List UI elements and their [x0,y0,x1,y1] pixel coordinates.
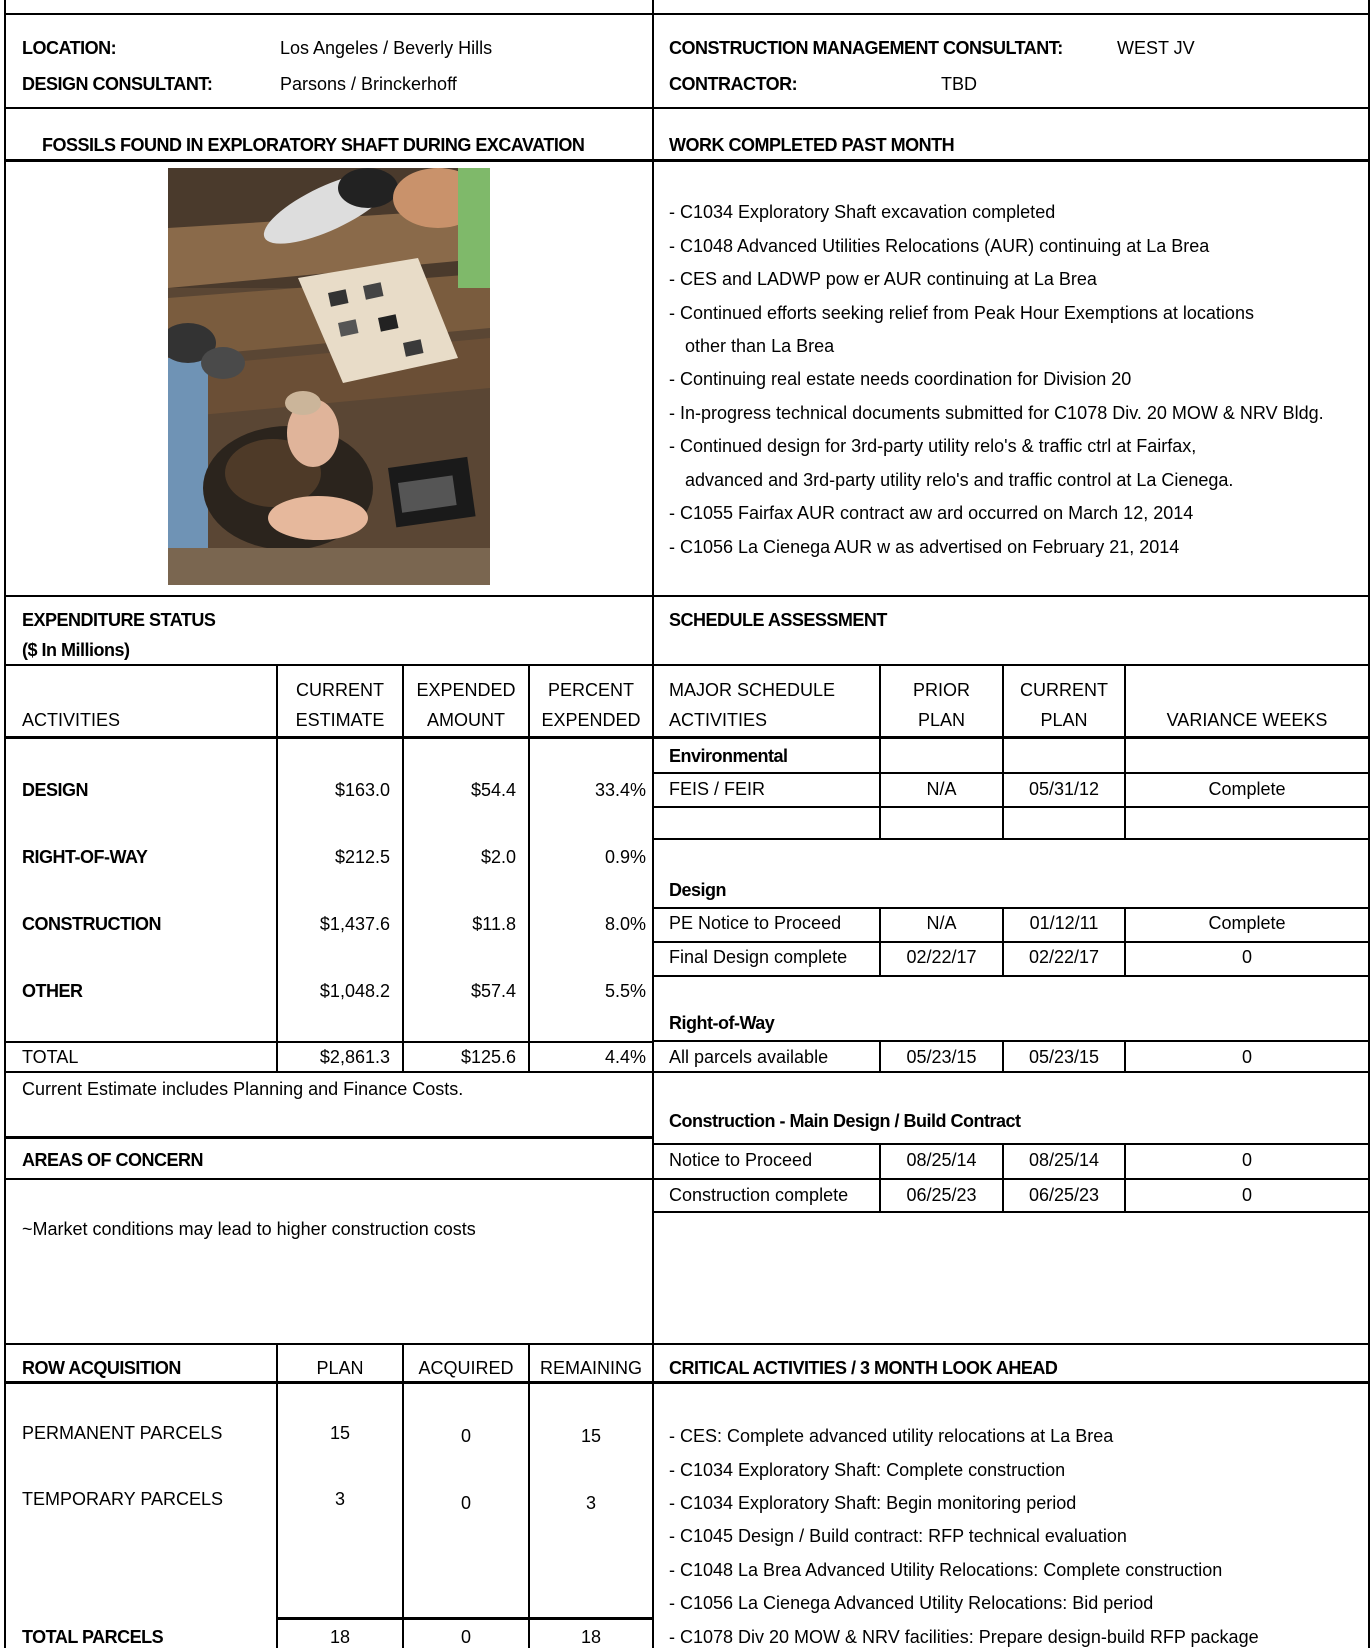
row-section-top-rule [4,1343,1370,1345]
work-title-rule [652,159,1370,162]
sch-header-current-2: PLAN [1040,710,1088,730]
sch-header-prior-2: PLAN [917,710,966,730]
sch-group-right-of-way: Right-of-Way [669,1013,775,1033]
row-parcel-plan: 15 [329,1423,351,1443]
sch-row-rule-2 [652,1071,1370,1073]
work-line: - C1048 Advanced Utilities Relocations (AUR) continuing at La Brea [669,236,1210,256]
exp-header-current-2: ESTIMATE [295,710,385,730]
sch-env-rule-2 [652,806,1370,808]
top-border [4,13,1370,15]
sch-env-rule-3 [652,838,1370,840]
sch-row-current: 05/31/12 [1028,779,1100,799]
sch-header-current-1: CURRENT [1020,680,1108,700]
section-divider-1 [4,595,1370,597]
sch-col-line-3 [1124,664,1126,840]
exp-row-estimate: $1,048.2 [319,981,390,1001]
exp-row-expended: $57.4 [470,981,516,1001]
row-parcel-label: PERMANENT PARCELS [22,1423,223,1443]
exp-row-estimate: $212.5 [334,847,390,867]
design-consultant-label: DESIGN CONSULTANT: [22,74,213,94]
exp-total-estimate: $2,861.3 [319,1047,390,1067]
row-parcel-acquired: 0 [460,1493,471,1513]
exp-total-rule [4,1041,652,1043]
critical-line: - C1034 Exploratory Shaft: Complete construction [669,1460,1066,1480]
sch-row-variance: Complete [1208,779,1286,799]
exp-total-percent: 4.4% [604,1047,646,1067]
row-parcel-remaining: 15 [580,1426,602,1446]
sch-row-current: 05/23/15 [1028,1047,1100,1067]
sch-group-environmental: Environmental [669,746,788,766]
work-line: - In-progress technical documents submitted for C1078 Div. 20 MOW & NRV Bldg. [669,403,1324,423]
exp-header-percent-2: EXPENDED [541,710,641,730]
exp-header-percent-1: PERCENT [547,680,634,700]
concerns-text: ~Market conditions may lead to higher construction costs [22,1219,476,1239]
sch-group-construction: Construction - Main Design / Build Contract [669,1111,1021,1131]
sch-row-activity: Final Design complete [669,947,848,967]
sch-header-variance: VARIANCE WEEKS [1166,710,1328,730]
concern-title-rule-bottom [4,1178,1370,1180]
center-divider [652,0,654,1648]
sch-row-rule-1 [652,1040,1370,1042]
sch-group-design: Design [669,880,727,900]
work-line: other than La Brea [685,336,835,356]
sch-row-variance: Complete [1208,913,1286,933]
sch-env-rule-1 [652,772,1370,774]
row-parcel-label: TEMPORARY PARCELS [22,1489,224,1509]
critical-title: CRITICAL ACTIVITIES / 3 MONTH LOOK AHEAD [669,1358,1058,1378]
row-total-rule [276,1617,652,1620]
expenditure-note: Current Estimate includes Planning and Finance Costs. [22,1079,464,1099]
work-line: - Continued design for 3rd-party utility relo's & traffic ctrl at Fairfax, [669,436,1197,456]
exp-row-activity: OTHER [22,981,83,1001]
table-header-rule [4,736,1370,739]
work-line: - C1034 Exploratory Shaft excavation completed [669,202,1056,222]
sch-row-variance: 0 [1241,947,1252,967]
photo-section-title: FOSSILS FOUND IN EXPLORATORY SHAFT DURING EXCAVATION [42,135,585,155]
photo-title-rule-left [4,159,652,162]
exp-row-estimate: $1,437.6 [319,914,390,934]
exp-row-percent: 5.5% [604,981,646,1001]
row-total-plan: 18 [329,1627,351,1647]
sch-row-current: 08/25/14 [1028,1150,1100,1170]
sch-row-prior: 05/23/15 [906,1047,977,1067]
sch-row-prior: N/A [926,779,957,799]
critical-line: - C1078 Div 20 MOW & NRV facilities: Prepare design-build RFP package [669,1627,1259,1647]
row-total-label: TOTAL PARCELS [22,1627,164,1647]
concerns-title: AREAS OF CONCERN [22,1150,204,1170]
sch-row-variance: 0 [1241,1047,1252,1067]
sch-row-activity: Construction complete [669,1185,849,1205]
sch-con-rule-1 [652,1143,1370,1145]
location-value: Los Angeles / Beverly Hills [280,38,493,58]
sch-header-prior-1: PRIOR [912,680,970,700]
sch-header-major-2: ACTIVITIES [669,710,768,730]
sch-row-variance: 0 [1241,1150,1252,1170]
exp-header-activities: ACTIVITIES [22,710,121,730]
exp-row-activity: DESIGN [22,780,89,800]
outer-left-border [4,0,6,1648]
cm-consultant-label: CONSTRUCTION MANAGEMENT CONSULTANT: [669,38,1063,58]
sch-row-variance: 0 [1241,1185,1252,1205]
work-line: advanced and 3rd-party utility relo's and traffic control at La Cienega. [685,470,1234,490]
sch-row-current: 01/12/11 [1029,913,1099,933]
schedule-title: SCHEDULE ASSESSMENT [669,610,887,630]
sch-row-activity: PE Notice to Proceed [669,913,842,933]
sch-row-prior: 02/22/17 [906,947,977,967]
row-total-remaining: 18 [580,1627,602,1647]
sch-design-rule-1 [652,907,1370,909]
exp-row-expended: $54.4 [470,780,516,800]
sch-row-activity: Notice to Proceed [669,1150,813,1170]
exp-row-percent: 33.4% [594,780,646,800]
row-header-plan: PLAN [316,1358,364,1378]
row-total-acquired: 0 [460,1627,471,1647]
exp-row-activity: CONSTRUCTION [22,914,161,934]
critical-line: - C1034 Exploratory Shaft: Begin monitoring period [669,1493,1077,1513]
row-header-acquired: ACQUIRED [418,1358,514,1378]
concern-title-rule-top [4,1136,652,1139]
exp-header-expended-2: AMOUNT [427,710,505,730]
contractor-label: CONTRACTOR: [669,74,798,94]
exp-total-expended: $125.6 [460,1047,516,1067]
row-parcel-acquired: 0 [460,1426,471,1446]
expenditure-title-rule [4,664,1370,666]
critical-line: - CES: Complete advanced utility relocations at La Brea [669,1426,1114,1446]
critical-line: - C1048 La Brea Advanced Utility Relocations: Complete construction [669,1560,1223,1580]
header-divider [4,107,1370,109]
sch-row-current: 06/25/23 [1028,1185,1100,1205]
exp-row-expended: $11.8 [472,914,516,934]
expenditure-subtitle: ($ In Millions) [22,640,130,660]
row-acquisition-title: ROW ACQUISITION [22,1358,181,1378]
critical-line: - C1045 Design / Build contract: RFP technical evaluation [669,1526,1127,1546]
exp-row-percent: 0.9% [604,847,646,867]
exp-total-label: TOTAL [22,1047,79,1067]
exp-row-activity: RIGHT-OF-WAY [22,847,148,867]
design-consultant-value: Parsons / Brinckerhoff [280,74,457,94]
exp-bottom-rule [4,1071,652,1073]
sch-row-current: 02/22/17 [1028,947,1100,967]
exp-row-percent: 8.0% [604,914,646,934]
sch-con-rule-3 [652,1211,1370,1213]
contractor-value: TBD [941,74,977,94]
exp-header-current-1: CURRENT [296,680,384,700]
exp-row-estimate: $163.0 [334,780,390,800]
row-header-remaining: REMAINING [539,1358,642,1378]
cm-consultant-value: WEST JV [1117,38,1195,58]
sch-row-activity: All parcels available [669,1047,829,1067]
location-label: LOCATION: [22,38,117,58]
sch-row-prior: 06/25/23 [906,1185,977,1205]
fossil-photo [168,168,490,585]
exp-row-expended: $2.0 [480,847,516,867]
sch-row-prior: 08/25/14 [906,1150,977,1170]
sch-row-activity: FEIS / FEIR [669,779,766,799]
work-line: - C1056 La Cienega AUR w as advertised on February 21, 2014 [669,537,1180,557]
row-header-rule [4,1381,1370,1384]
exp-header-expended-1: EXPENDED [416,680,516,700]
critical-line: - C1056 La Cienega Advanced Utility Relocations: Bid period [669,1593,1154,1613]
work-line: - CES and LADWP pow er AUR continuing at La Brea [669,269,1097,289]
sch-design-rule-2 [652,941,1370,943]
work-line: - Continued efforts seeking relief from Peak Hour Exemptions at locations [669,303,1254,323]
row-parcel-remaining: 3 [585,1493,596,1513]
work-completed-title: WORK COMPLETED PAST MONTH [669,135,955,155]
expenditure-title: EXPENDITURE STATUS [22,610,216,630]
sch-design-rule-3 [652,975,1370,977]
sch-header-major-1: MAJOR SCHEDULE [669,680,836,700]
work-line: - C1055 Fairfax AUR contract aw ard occurred on March 12, 2014 [669,503,1194,523]
sch-row-prior: N/A [926,913,957,933]
row-parcel-plan: 3 [334,1489,345,1509]
work-line: - Continuing real estate needs coordination for Division 20 [669,369,1132,389]
